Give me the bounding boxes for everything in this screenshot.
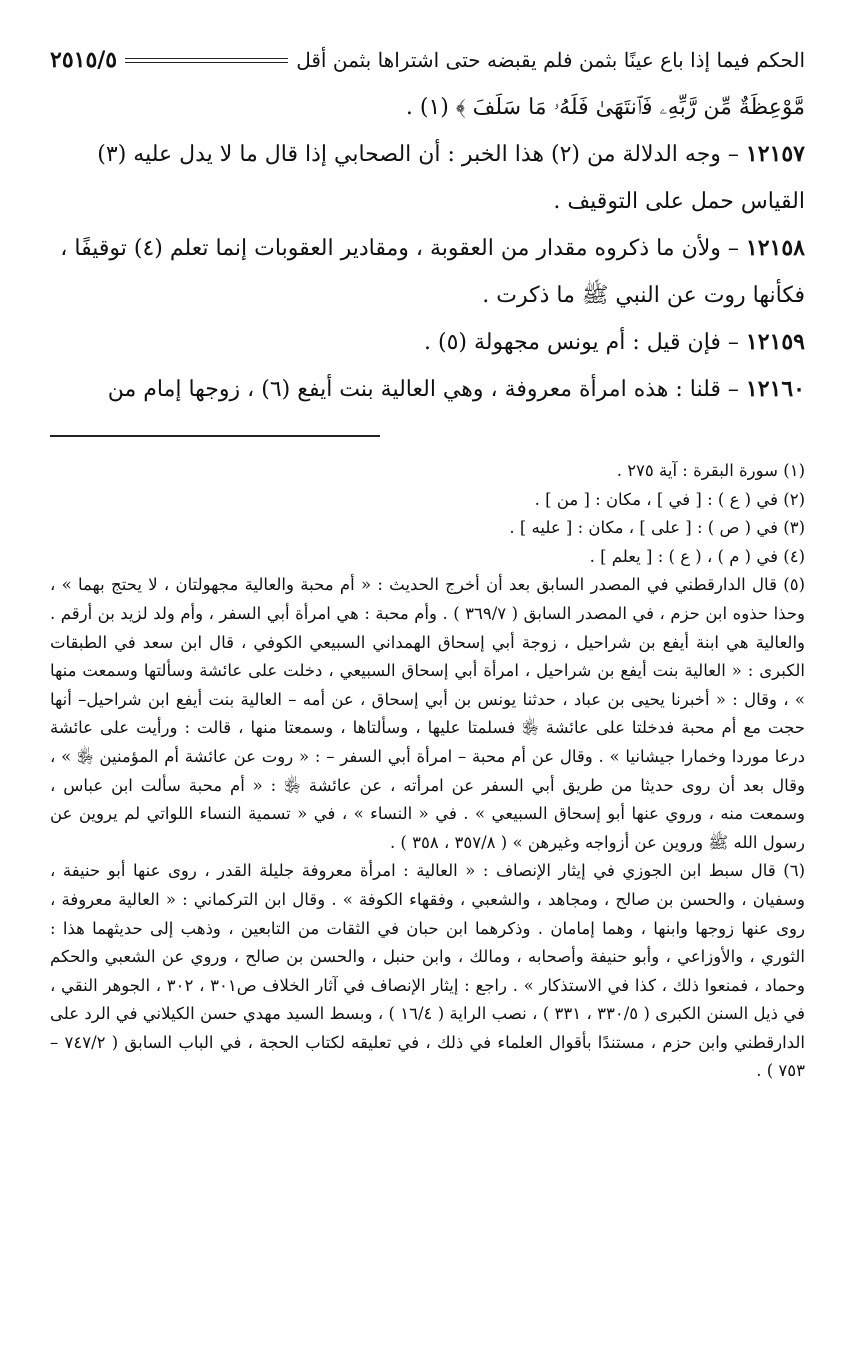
footnote: (٥) قال الدارقطني في المصدر السابق بعد أن أخرج الحديث : « أم محبة والعالية مجهولتان ، لا يحتج بهما » ، وحذا حذوه ابن حزم ، في المصدر السابق ( ٣٦٩/٧ ) . وأم محبة : هي امرأة أبي السفر ، وأم ولد لزيد بن أرقم . والعالية هي ابنة أيفع بن شراحيل ، زوجة أبي إسحاق الهمداني السبيعي الكوفي ، قال ابن سعد في الطبقات الكبرى : « العالية بنت أيفع بن شراحيل ، امرأة أبي إسحاق السبيعي ، دخلت على عائشة وسألتها وسمعت منها » ، وقال : « أخبرنا يحيى بن عباد ، حدثنا يونس بن أبي إسحاق ، عن أمه – العالية بنت أيفع ابن شراحيل– أنها حجت مع أم محبة فدخلتا على عائشة ﵂ فسلمتا عليها ، وسألتاها ، وسمعتا منها ، قالت : ورأيت على عائشة درعا موردا وخمارا جيشانيا » . وقال عن أم محبة – امرأة أبي السفر – : « روت عن عائشة أم المؤمنين ﵂ » ، وقال بعد أن روى حديثا من طريق أبي السفر عن امرأته ، عن عائشة ﵂ : « أم محبة سألت ابن عباس ، وسمعت منه ، وروي عنها أبو إسحاق السبيعي » . في « النساء » ، في « تسمية النساء اللواتي لم يروين عن رسول الله ﷺ وروين عن أزواجه وغيرهن » ( ٣٥٧/٨ ، ٣٥٨ ) .	[50, 575, 805, 852]
paragraph-text: – ولأن ما ذكروه مقدار من العقوبة ، ومقادير العقوبات إنما تعلم (٤) توقيفًا ، فكأنها روت عن النبي ﷺ ما ذكرت .	[60, 236, 805, 308]
paragraph-text: – قلنا : هذه امرأة معروفة ، وهي العالية بنت أيفع (٦) ، زوجها إمام من	[107, 377, 746, 402]
footnote-divider	[50, 435, 380, 437]
paragraph	[50, 319, 805, 366]
footnotes	[50, 457, 805, 1086]
paragraph-text: مَّوْعِظَةٌ مِّن رَّبِّهِۦ فَٱنتَهَىٰ فَلَهُۥ مَا سَلَفَ ﴾ (١) .	[405, 95, 805, 120]
paragraph-number: ١٢١٥٨	[745, 235, 805, 261]
paragraph-number: ١٢١٥٩	[745, 329, 805, 355]
paragraph-number: ١٢١٦٠	[745, 376, 805, 402]
paragraph-number: ١٢١٥٧	[745, 141, 805, 167]
page	[50, 40, 805, 1086]
footnote: (٤) في ( م ) ، ( ع ) : [ يعلم ] .	[589, 546, 805, 566]
page-number: ٢٥١٥/٥	[50, 47, 118, 73]
footnote: (٦) قال سبط ابن الجوزي في إيثار الإنصاف : « العالية : امرأة معروفة جليلة القدر ، روى عنها أبو حنيفة ، وسفيان ، والحسن بن صالح ، ومجاهد ، والشعبي ، وفقهاء الكوفة » . وقال ابن التركماني : « العالية معروفة ، روى عنها زوجها وابنها ، وهما إمامان . وذكرهما ابن حبان في الثقات من التابعين ، وذهب إلى حديثهما هذا : الثوري ، والأوزاعي ، وأبو حنيفة وأصحابه ، ومالك ، وابن حنبل ، والحسن بن صالح ، وروي عن الشعبي والحكم وحماد ، فمنعوا ذلك ، كذا في الاستذكار » . راجع : إيثار الإنصاف في آثار الخلاف ص٣٠١ ، ٣٠٢ ، الجوهر النقي ، في ذيل السنن الكبرى ( ٣٣٠/٥ ، ٣٣١ ) ، نصب الراية ( ١٦/٤ ) ، وبسط السيد مهدي حسن الكيلاني في الرد على الدارقطني وابن حزم ، مستندًا بأقوال العلماء في ذلك ، في تعليقه لكتاب الحجة ، في الباب السابق ( ٧٤٧/٢ – ٧٥٣ ) .	[50, 861, 806, 1081]
paragraph	[50, 366, 805, 413]
main-text	[50, 84, 805, 413]
paragraph	[50, 131, 805, 225]
footnote: (٣) في ( ص ) : [ على ] ، مكان : [ عليه ] .	[509, 518, 805, 538]
paragraph	[50, 225, 805, 319]
paragraph-text: – وجه الدلالة من (٢) هذا الخبر : أن الصحابي إذا قال ما لا يدل عليه (٣) القياس حمل على التوقيف .	[97, 142, 805, 214]
paragraph-text: – فإن قيل : أم يونس مجهولة (٥) .	[423, 330, 746, 355]
paragraph	[50, 84, 805, 131]
footnote: (٢) في ( ع ) : [ في ] ، مكان : [ من ] .	[534, 489, 805, 509]
header-rule	[125, 58, 288, 63]
running-title: الحكم فيما إذا باع عينًا بثمن فلم يقبضه حتى اشتراها بثمن أقل	[296, 48, 805, 72]
running-header	[50, 40, 805, 80]
footnote: (١) سورة البقرة : آية ٢٧٥ .	[616, 461, 805, 480]
